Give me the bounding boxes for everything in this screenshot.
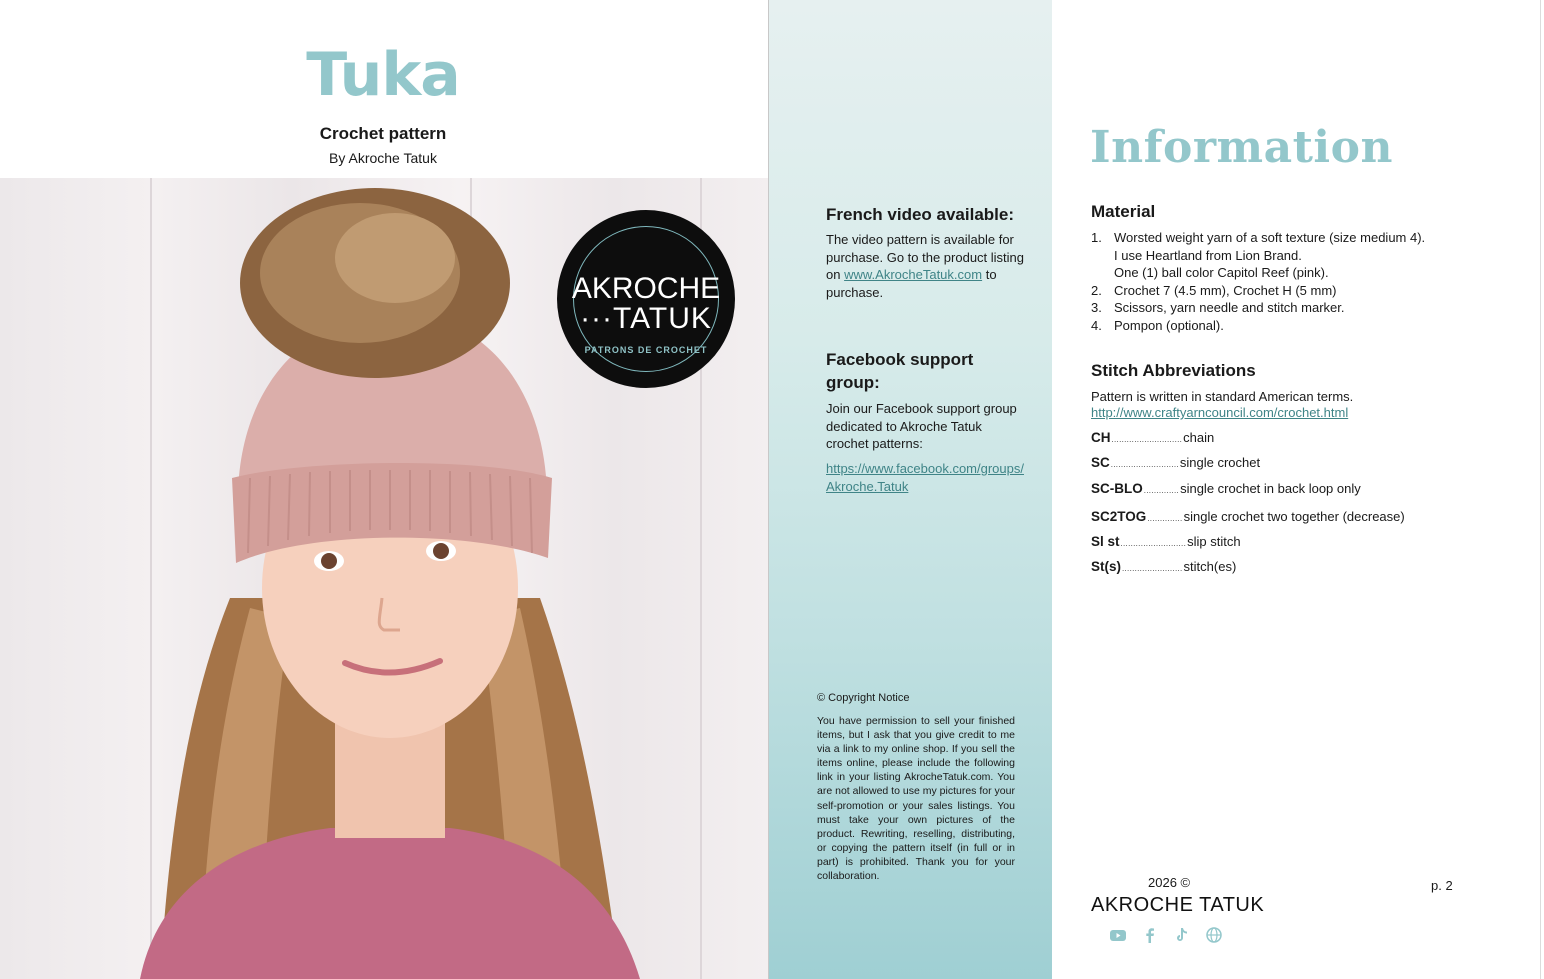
abbreviation-leader: .......................... [1120,539,1187,548]
abbreviation-value: single crochet in back loop only [1180,481,1361,496]
abbreviation-value: slip stitch [1187,534,1241,549]
material-list [1091,229,1481,334]
page-edge-divider [1540,0,1541,979]
video-heading: French video available: [826,205,1015,224]
material-line: One (1) ball color Capitol Reef (pink). [1114,265,1329,280]
abbreviations-heading: Stitch Abbreviations [1091,361,1256,380]
akroche-tatuk-logo [557,210,735,388]
author-byline: By Akroche Tatuk [329,150,437,166]
material-item [1091,317,1481,335]
material-line: Worsted weight yarn of a soft texture (size medium 4). [1114,230,1426,245]
logo-subtext: PATRONS DE CROCHET [584,345,708,355]
abbreviation-key: CH [1091,430,1111,445]
abbreviation-row [1091,534,1471,549]
information-title: Information [1090,122,1393,173]
abbreviation-value: stitch(es) [1183,559,1237,574]
material-item [1091,229,1481,282]
material-number: 3. [1091,300,1102,315]
logo-text-line1: AKROCHE [571,272,721,305]
information-page [1052,0,1544,979]
material-item [1091,299,1481,317]
abbreviation-row [1091,509,1471,524]
cover-page [0,0,768,979]
abbreviation-row [1091,559,1471,574]
material-line: Crochet 7 (4.5 mm), Crochet H (5 mm) [1114,282,1337,298]
globe-icon[interactable] [1205,926,1223,944]
video-description: The video pattern is available for purchase. Go to the product listing on [826,232,1025,282]
footer-brand-logo: AKROCHE TATUK [1091,894,1265,916]
copyright-body: You have permission to sell your finished items, but I ask that you give credit to me via a link to my online shop. If you sell the items online, please include the following link in your listing AkrocheTatuk.com. You are not allowed to use my pictures for your self-promotion or your sales listings. You must take your own pictures of the product. Rewriting, reselling, distributing, or copying the pattern itself (in full or in part) is prohibited. Thank you for your collaboration. [817,715,1015,883]
facebook-icon[interactable] [1141,926,1159,944]
abbreviation-leader: ............................ [1111,435,1183,444]
abbreviation-leader: .............. [1143,486,1180,495]
abbreviation-value: single crochet two together (decrease) [1183,509,1405,524]
material-number: 4. [1091,317,1102,333]
abbreviation-row [1091,481,1471,496]
material-line: Scissors, yarn needle and stitch marker. [1114,300,1345,315]
abbreviation-value: chain [1183,430,1215,445]
website-link[interactable]: www.AkrocheTatuk.com [844,267,983,282]
page-number: p. 2 [1431,878,1453,893]
video-text [826,231,1026,301]
info-sidebar [768,0,1052,979]
facebook-heading: Facebook support group: [826,350,974,392]
social-links [1109,926,1223,944]
footer-copyright-year: 2026 © [1148,875,1191,890]
video-description-end: to purchase. [826,267,997,300]
tiktok-icon[interactable] [1173,926,1191,944]
abbreviation-value: single crochet [1179,455,1261,470]
craftyarncouncil-link[interactable]: http://www.craftyarncouncil.com/crochet.html [1091,405,1349,420]
abbreviation-key: SC-BLO [1091,481,1143,496]
pattern-title: Tuka [306,40,460,110]
abbreviation-leader: .............. [1147,514,1183,523]
pattern-subtitle: Crochet pattern [319,124,447,143]
facebook-text: Join our Facebook support group dedicated to Akroche Tatuk crochet patterns: [826,401,1017,451]
copyright-title: © Copyright Notice [817,692,910,704]
abbreviation-row [1091,455,1471,470]
abbreviation-leader: ........................... [1110,460,1179,469]
abbreviation-key: SC2TOG [1091,509,1147,524]
material-line: Pompon (optional). [1114,317,1224,333]
material-number: 2. [1091,282,1102,298]
youtube-icon[interactable] [1109,926,1127,944]
material-line: I use Heartland from Lion Brand. [1114,247,1302,263]
logo-text-line2: ···TATUK [580,302,712,335]
material-number: 1. [1091,230,1102,245]
abbreviation-row [1091,430,1471,445]
abbreviation-leader: ........................ [1122,564,1183,573]
facebook-group-link[interactable]: https://www.facebook.com/groups/Akroche.Tatuk [826,461,1024,494]
abbreviation-key: Sl st [1091,534,1120,549]
abbreviations-intro: Pattern is written in standard American terms. [1091,389,1354,404]
material-heading: Material [1091,202,1156,221]
material-item [1091,282,1481,300]
abbreviation-key: SC [1091,455,1110,470]
abbreviation-key: St(s) [1091,559,1121,574]
